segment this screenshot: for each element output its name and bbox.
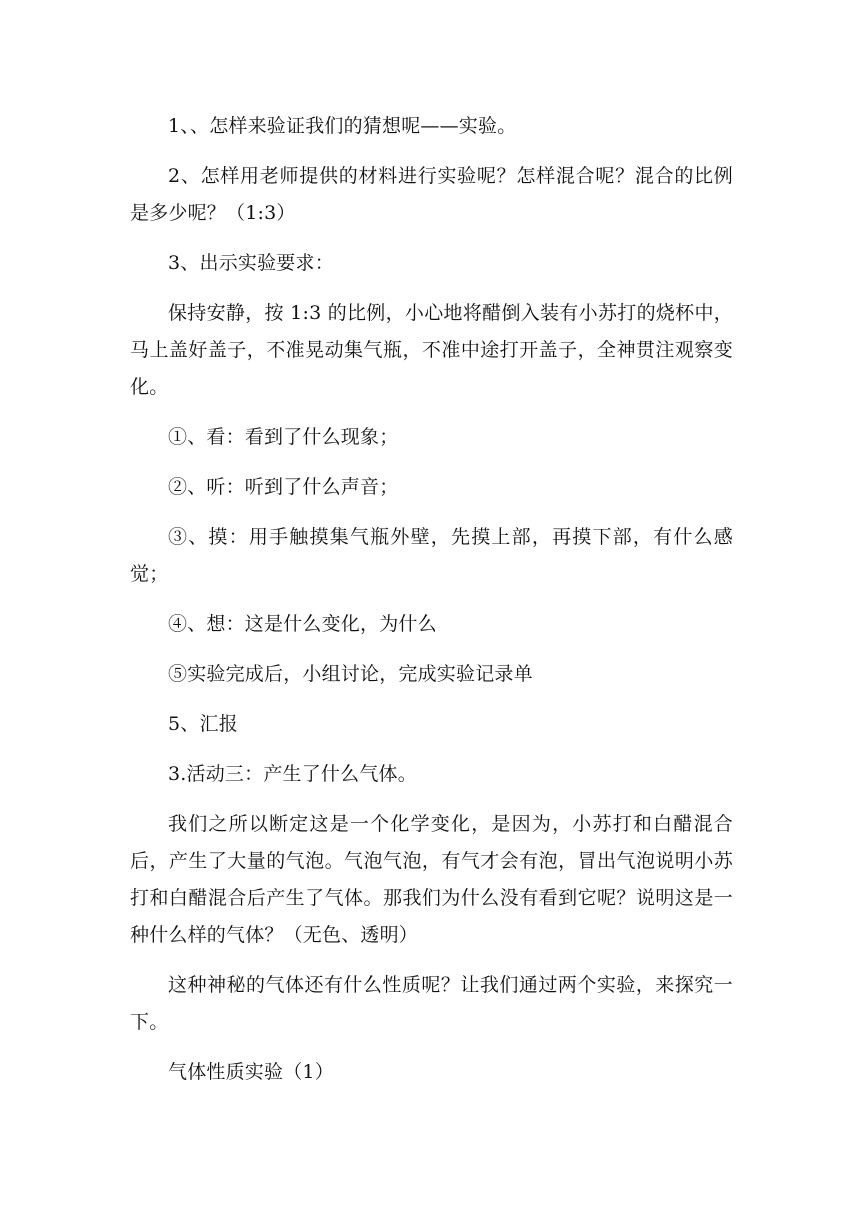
paragraph-experiment-one: 气体性质实验（1）: [168, 1061, 334, 1083]
paragraph-how-to-experiment: 2、怎样用老师提供的材料进行实验呢？怎样混合呢？混合的比例是多少呢？（1:3）: [130, 165, 733, 224]
paragraph-activity-three: 3.活动三：产生了什么气体。: [168, 763, 417, 785]
paragraph-verify-hypothesis: 1、、怎样来验证我们的猜想呢——实验。: [168, 115, 517, 137]
paragraph-think: ④、想：这是什么变化，为什么: [168, 613, 437, 635]
paragraph-group-discussion: ⑤实验完成后，小组讨论，完成实验记录单: [168, 663, 533, 685]
paragraph-gas-properties: 这种神秘的气体还有什么性质呢？让我们通过两个实验，来探究一下。: [130, 974, 733, 1033]
paragraph-requirements-detail: 保持安静，按 1:3 的比例，小心地将醋倒入装有小苏打的烧杯中，马上盖好盖子，不准晃动集气瓶，不准中途打开盖子，全神贯注观察变化。: [130, 302, 733, 398]
paragraph-touch: ③、摸：用手触摸集气瓶外壁，先摸上部，再摸下部，有什么感觉；: [130, 526, 733, 585]
paragraph-report: 5、汇报: [168, 713, 238, 735]
paragraph-listen: ②、听：听到了什么声音；: [168, 476, 399, 498]
paragraph-look: ①、看：看到了什么现象；: [168, 426, 399, 448]
document-body: [130, 108, 733, 1104]
paragraph-show-requirements: 3、出示实验要求：: [168, 252, 334, 274]
paragraph-chemical-change: 我们之所以断定这是一个化学变化，是因为，小苏打和白醋混合后，产生了大量的气泡。气泡气泡，有气才会有泡，冒出气泡说明小苏打和白醋混合后产生了气体。那我们为什么没有看到它呢？说明这是一种什么样的气体？（无色、透明）: [130, 813, 733, 946]
